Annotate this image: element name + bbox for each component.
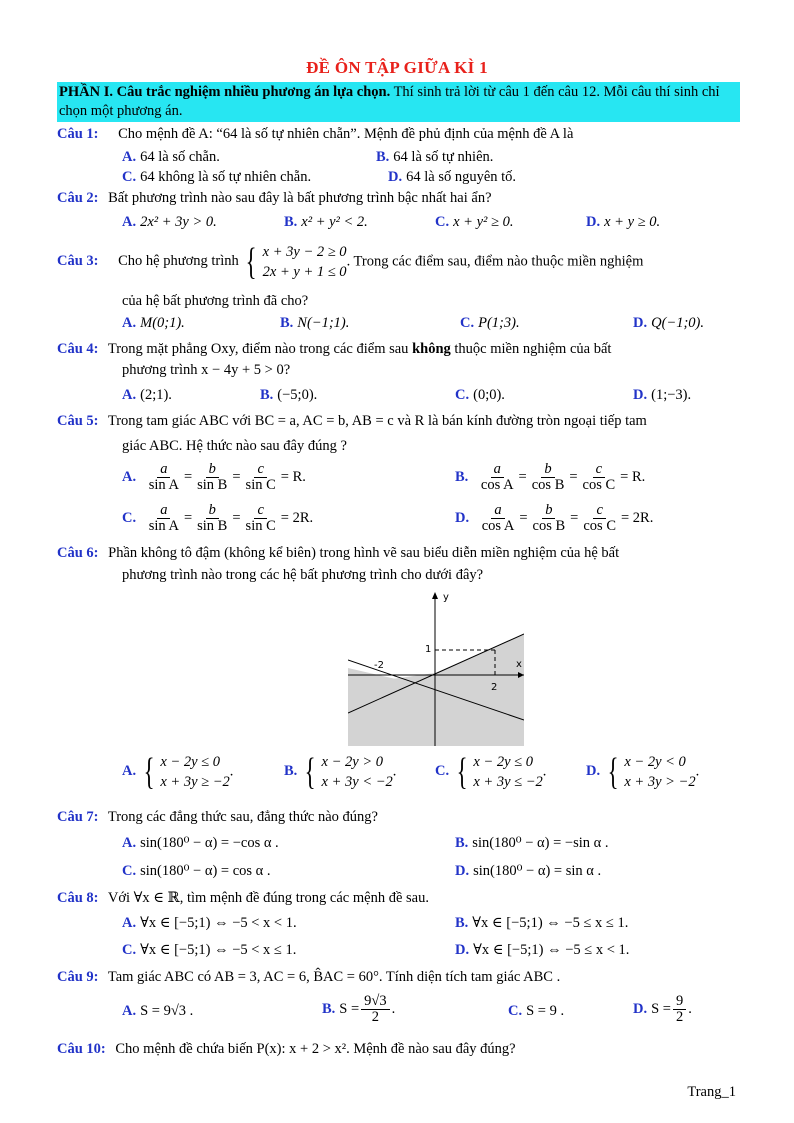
system-row: x − 2y ≤ 0 xyxy=(160,754,220,770)
option-text: sin(180⁰ − α) = −sin α . xyxy=(472,835,609,851)
option-a: A. 64 là số chẵn. xyxy=(122,149,220,165)
option-d: D. S = $\frac{9}{2}$ . xyxy=(633,993,692,1025)
option-text: 2x² + 3y > 0. xyxy=(140,214,217,230)
frac-num: a xyxy=(157,503,170,519)
option-a: A. $\frac{a}{\text{sin A}}$ = $\frac{b}{\text{sin B}}$ = $\frac{c}{\text{sin C}}$ = R. xyxy=(122,461,306,493)
question-8 xyxy=(57,889,429,908)
question-text: Cho mệnh đề A: “64 là số tự nhiên chẵn”. Mệnh đề phủ định của mệnh đề A là xyxy=(118,126,574,142)
option-a: A. { x − 2y ≤ 0 x + 3y ≥ −2 . xyxy=(122,751,234,793)
option-b: B. sin(180⁰ − α) = −sin α . xyxy=(455,835,609,851)
question-5 xyxy=(57,412,647,431)
question-text: Cho hệ phương trình xyxy=(118,253,239,270)
page-number: Trang_1 xyxy=(687,1084,736,1100)
option-text: P(1;3). xyxy=(478,315,520,331)
part-heading: PHẦN I. Câu trắc nghiệm nhiều phương án lựa chọn. xyxy=(59,84,391,100)
question-text: Trong mặt phẳng Oxy, điểm nào trong các điểm sau xyxy=(107,341,409,357)
frac-den: 2 xyxy=(371,1009,380,1025)
option-text: = 2R. xyxy=(620,509,654,526)
system-row: x + 3y ≥ −2 xyxy=(160,774,230,790)
option-b: B. x² + y² < 2. xyxy=(284,214,368,230)
question-text: . Trong các điểm sau, điểm nào thuộc miền nghiệm xyxy=(346,253,644,270)
option-text: 64 không là số tự nhiên chẵn. xyxy=(140,169,312,185)
option-text: S = xyxy=(651,1000,671,1017)
equation-system: { x + 3y − 2 ≥ 0 2x + y + 1 ≤ 0 xyxy=(246,241,347,283)
option-text: (0;0). xyxy=(473,387,505,403)
question-label: Câu 9: xyxy=(57,969,99,985)
question-label: Câu 6: xyxy=(57,545,99,561)
option-text: sin(180⁰ − α) = sin α . xyxy=(473,863,602,879)
option-text: M(0;1). xyxy=(140,315,185,331)
option-d: D. { x − 2y < 0 x + 3y > −2 . xyxy=(586,751,700,793)
option-text: (−5;0). xyxy=(277,387,318,403)
frac-num: c xyxy=(593,503,605,519)
option-text: (2;1). xyxy=(140,387,172,403)
frac-num: c xyxy=(254,503,266,519)
option-text: S = 9 . xyxy=(526,1003,565,1019)
frac-num: c xyxy=(254,462,266,478)
option-b: B. 64 là số tự nhiên. xyxy=(376,149,494,165)
option-c: C. x + y² ≥ 0. xyxy=(435,214,514,230)
option-text: (1;−3). xyxy=(651,387,692,403)
question-label: Câu 4: xyxy=(57,341,99,357)
question-label: Câu 1: xyxy=(57,126,99,142)
question-2 xyxy=(57,189,492,208)
option-text: 64 là số chẵn. xyxy=(140,149,220,165)
question-label: Câu 3: xyxy=(57,253,99,270)
frac-den: cos A xyxy=(481,518,515,534)
question-label: Câu 8: xyxy=(57,890,99,906)
option-text: x² + y² < 2. xyxy=(301,214,368,230)
question-text: Với ∀x ∈ ℝ, tìm mệnh đề đúng trong các mệnh đề sau. xyxy=(107,890,429,906)
question-text: thuộc miền nghiệm của bất xyxy=(454,341,612,357)
frac-den: cos C xyxy=(583,518,616,534)
option-a: A. 2x² + 3y > 0. xyxy=(122,214,217,230)
system-row: x + 3y < −2 xyxy=(321,774,393,790)
question-text: Phần không tô đậm (không kể biên) trong hình vẽ sau biểu diễn miền nghiệm của hệ bất xyxy=(108,545,620,561)
question-label: Câu 5: xyxy=(57,413,99,429)
option-d: D. ∀x ∈ [−5;1) ⇔ −5 ≤ x < 1. xyxy=(455,942,630,958)
option-d: D. 64 là số nguyên tố. xyxy=(388,169,517,185)
part-banner xyxy=(57,82,740,122)
option-c: C. ∀x ∈ [−5;1) ⇔ −5 < x ≤ 1. xyxy=(122,942,297,958)
option-a: A. sin(180⁰ − α) = −cos α . xyxy=(122,835,279,851)
system-row: x + 3y − 2 ≥ 0 xyxy=(262,244,347,260)
question-text: Bất phương trình nào sau đây là bất phương trình bậc nhất hai ẩn? xyxy=(108,190,492,206)
frac-num: b xyxy=(542,503,555,519)
frac-den: sin B xyxy=(197,518,228,534)
option-a: A. ∀x ∈ [−5;1) ⇔ −5 < x < 1. xyxy=(122,915,297,931)
frac-num: b xyxy=(206,503,219,519)
frac-num: 9 xyxy=(673,994,686,1010)
option-text: = 2R. xyxy=(280,509,314,526)
frac-num: a xyxy=(157,462,170,478)
option-text: 64 là số nguyên tố. xyxy=(406,169,517,185)
option-text: ∀x ∈ [−5;1) ⇔ −5 ≤ x < 1. xyxy=(473,942,630,958)
frac-den: cos A xyxy=(480,477,514,493)
frac-den: cos C xyxy=(582,477,616,493)
frac-den: sin C xyxy=(245,477,276,493)
question-label: Câu 10: xyxy=(57,1041,106,1057)
frac-den: cos B xyxy=(531,477,565,493)
frac-den: sin B xyxy=(197,477,228,493)
tick-label: 2 xyxy=(491,682,498,693)
frac-num: b xyxy=(206,462,219,478)
option-a: A. M(0;1). xyxy=(122,315,185,331)
option-c: C. $\frac{a}{\text{sin A}}$ = $\frac{b}{\text{sin B}}$ = $\frac{c}{\text{sin C}}$ = 2R. xyxy=(122,502,314,534)
option-text: 64 là số tự nhiên. xyxy=(393,149,494,165)
option-text: ∀x ∈ [−5;1) ⇔ −5 < x < 1. xyxy=(140,915,297,931)
option-d: D. (1;−3). xyxy=(633,387,692,403)
option-text: N(−1;1). xyxy=(297,315,350,331)
option-b: B. N(−1;1). xyxy=(280,315,350,331)
option-a: A. S = 9√3 . xyxy=(122,1003,194,1019)
frac-num: a xyxy=(491,462,504,478)
question-label: Câu 2: xyxy=(57,190,99,206)
frac-den: cos B xyxy=(532,518,566,534)
option-b: B. S = $\frac{9√3}{2}$ . xyxy=(322,993,396,1025)
option-text: ∀x ∈ [−5;1) ⇔ −5 < x ≤ 1. xyxy=(140,942,297,958)
option-c: C. 64 không là số tự nhiên chẵn. xyxy=(122,169,312,185)
question-5-line2: giác ABC. Hệ thức nào sau đây đúng ? xyxy=(122,438,347,454)
option-b: B. ∀x ∈ [−5;1) ⇔ −5 ≤ x ≤ 1. xyxy=(455,915,629,931)
question-10 xyxy=(57,1040,516,1059)
x-axis-label: x xyxy=(516,659,522,670)
option-b: B. { x − 2y > 0 x + 3y < −2 . xyxy=(284,751,397,793)
question-3-line2: của hệ bất phương trình đã cho? xyxy=(122,293,309,309)
question-7 xyxy=(57,808,378,827)
option-text: sin(180⁰ − α) = −cos α . xyxy=(140,835,279,851)
option-c: C. (0;0). xyxy=(455,387,505,403)
frac-den: sin A xyxy=(148,518,179,534)
system-row: x + 3y > −2 xyxy=(624,774,696,790)
question-text: Trong tam giác ABC với BC = a, AC = b, AB = c và R là bán kính đường tròn ngoại tiếp tam xyxy=(107,413,647,429)
question-1 xyxy=(57,125,573,144)
option-text: x + y ≥ 0. xyxy=(604,214,661,230)
option-b: B. (−5;0). xyxy=(260,387,318,403)
y-axis-label: y xyxy=(443,592,449,603)
system-row: x − 2y ≤ 0 xyxy=(473,754,533,770)
option-text: S = 9√3 . xyxy=(140,1003,194,1019)
question-9 xyxy=(57,968,560,987)
option-c: C. S = 9 . xyxy=(508,1003,565,1019)
option-d: D. sin(180⁰ − α) = sin α . xyxy=(455,863,602,879)
option-text: x + y² ≥ 0. xyxy=(453,214,514,230)
question-text: Cho mệnh đề chứa biến P(x): x + 2 > x². Mệnh đề nào sau đây đúng? xyxy=(115,1041,516,1057)
tick-label: 1 xyxy=(425,644,432,655)
option-text: S = xyxy=(339,1000,360,1017)
system-row: x + 3y ≤ −2 xyxy=(473,774,543,790)
question-6-line2: phương trình nào trong các hệ bất phương trình cho dưới đây? xyxy=(122,567,484,583)
question-text: Trong các đẳng thức sau, đẳng thức nào đúng? xyxy=(107,809,378,825)
question-4-line2: phương trình x − 4y + 5 > 0? xyxy=(122,362,291,378)
part-instruction: Thí sinh trả lời từ câu 1 đến câu 12. Mỗi câu thí sinh chỉ chọn một phương án. xyxy=(59,84,720,119)
option-text: Q(−1;0). xyxy=(651,315,704,331)
option-d: D. x + y ≥ 0. xyxy=(586,214,661,230)
frac-den: 2 xyxy=(675,1009,684,1025)
option-a: A. (2;1). xyxy=(122,387,172,403)
frac-num: a xyxy=(491,503,504,519)
question-6 xyxy=(57,544,619,563)
option-text: sin(180⁰ − α) = cos α . xyxy=(140,863,271,879)
y-axis-arrow xyxy=(432,592,438,599)
frac-num: b xyxy=(541,462,554,478)
question-text: Tam giác ABC có AB = 3, AC = 6, B̂AC = 60°. Tính diện tích tam giác ABC . xyxy=(107,969,561,985)
option-text: ∀x ∈ [−5;1) ⇔ −5 ≤ x ≤ 1. xyxy=(472,915,629,931)
frac-num: c xyxy=(593,462,605,478)
tick-label: -2 xyxy=(374,660,384,671)
frac-den: sin A xyxy=(148,477,179,493)
system-row: 2x + y + 1 ≤ 0 xyxy=(262,264,347,280)
inequality-graph xyxy=(348,590,524,746)
frac-den: sin C xyxy=(245,518,276,534)
option-c: C. { x − 2y ≤ 0 x + 3y ≤ −2 . xyxy=(435,751,547,793)
question-label: Câu 7: xyxy=(57,809,99,825)
exam-title: ĐỀ ÔN TẬP GIỮA KÌ 1 xyxy=(306,58,488,77)
option-d: D. Q(−1;0). xyxy=(633,315,704,331)
question-4 xyxy=(57,340,611,359)
option-text: = R. xyxy=(280,468,306,485)
question-emphasis: không xyxy=(412,341,451,357)
system-row: x − 2y < 0 xyxy=(624,754,686,770)
option-d: D. $\frac{a}{\text{cos A}}$ = $\frac{b}{\text{cos B}}$ = $\frac{c}{\text{cos C}}$ = 2R. xyxy=(455,502,654,534)
option-c: C. P(1;3). xyxy=(460,315,520,331)
option-c: C. sin(180⁰ − α) = cos α . xyxy=(122,863,271,879)
option-text: = R. xyxy=(620,468,646,485)
frac-num: 9√3 xyxy=(361,994,389,1010)
option-b: B. $\frac{a}{\text{cos A}}$ = $\frac{b}{\text{cos B}}$ = $\frac{c}{\text{cos C}}$ = R. xyxy=(455,461,646,493)
question-3 xyxy=(57,242,643,282)
system-row: x − 2y > 0 xyxy=(321,754,383,770)
